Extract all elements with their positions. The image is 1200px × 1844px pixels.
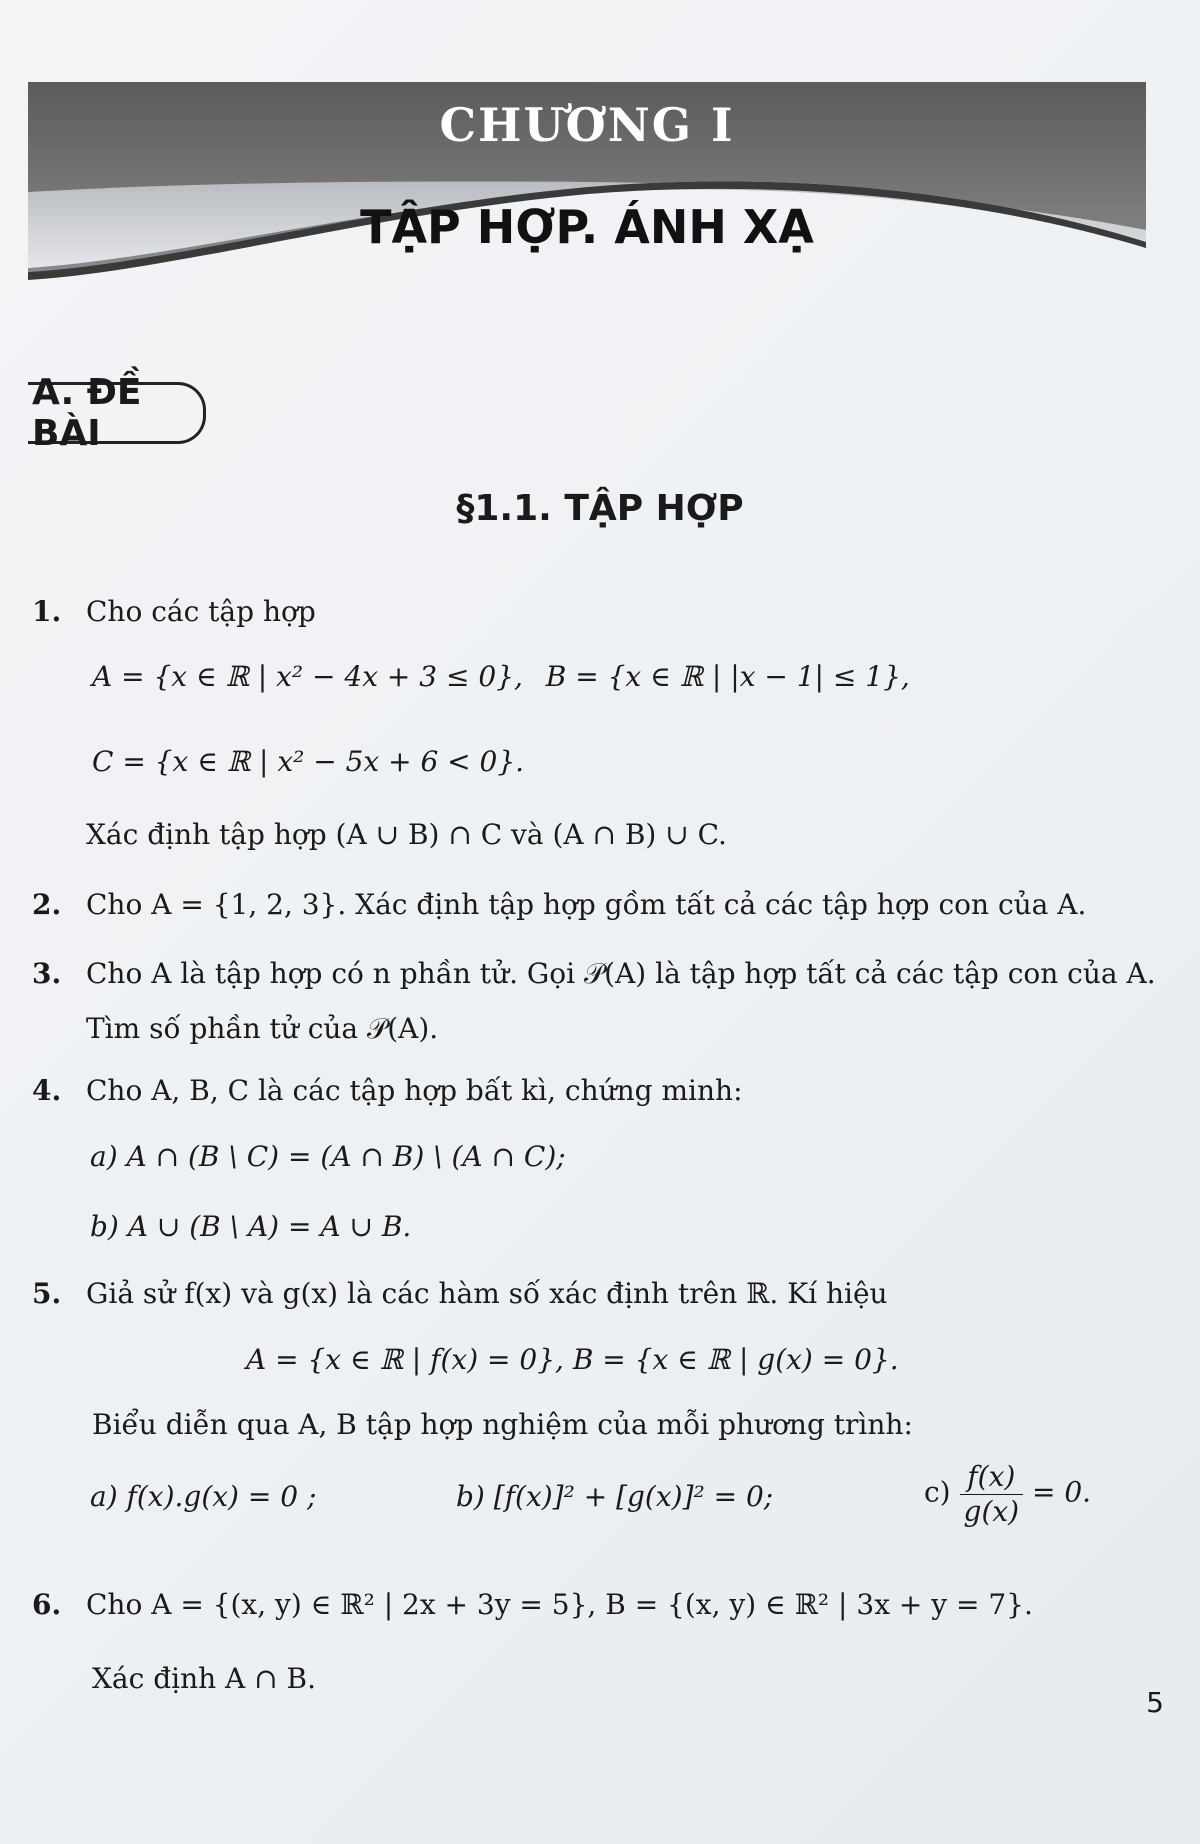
problem-5-part-b: [456, 1480, 773, 1514]
problem-6: [32, 1588, 1033, 1622]
problem-text: Cho các tập hợp: [86, 595, 316, 628]
part-b: b) [f(x)]² + [g(x)]² = 0;: [456, 1480, 774, 1513]
problem-5-part-a: [90, 1480, 316, 1514]
problem-number: 5.: [32, 1277, 62, 1310]
problem-text: Cho A = {1, 2, 3}. Xác định tập hợp gồm tất cả các tập hợp con của A.: [86, 888, 1087, 921]
part-a: a) A ∩ (B \ C) = (A ∩ B) \ (A ∩ C);: [90, 1140, 566, 1173]
problem-5: [32, 1277, 888, 1311]
problem-number: 3.: [32, 957, 62, 990]
chapter-title: TẬP HỢP. ÁNH XẠ: [360, 200, 814, 254]
chapter-label: CHƯƠNG I: [439, 98, 735, 152]
problem-3-line-2: [86, 1012, 438, 1046]
problem-number: 2.: [32, 888, 62, 921]
chapter-banner: [28, 82, 1146, 282]
section-label: A. ĐỀ BÀI: [32, 372, 142, 454]
problem-5-sets: [246, 1343, 899, 1377]
fraction-denominator: g(x): [963, 1494, 1020, 1528]
problem-task: Xác định A ∩ B.: [92, 1662, 317, 1695]
problem-number: 1.: [32, 595, 62, 628]
part-b: b) A ∪ (B \ A) = A ∪ B.: [90, 1210, 412, 1243]
problem-text: Cho A, B, C là các tập hợp bất kì, chứng minh:: [86, 1074, 743, 1107]
problem-4-part-b: [90, 1210, 411, 1244]
problem-1-set-c: [92, 745, 524, 779]
part-c-rest: = 0.: [1031, 1475, 1092, 1509]
problem-text: Tìm số phần tử của 𝒫(A).: [86, 1012, 439, 1045]
problem-task: Xác định tập hợp (A ∪ B) ∩ C và (A ∩ B) ∪ C.: [86, 818, 727, 851]
part-c-label: c): [924, 1475, 951, 1509]
fraction-numerator: f(x): [960, 1460, 1024, 1495]
problem-task: Biểu diễn qua A, B tập hợp nghiệm của mỗi phương trình:: [92, 1408, 913, 1441]
problem-1-task: [86, 818, 727, 852]
problem-text: Cho A = {(x, y) ∈ ℝ² | 2x + 3y = 5}, B = {(x, y) ∈ ℝ² | 3x + y = 7}.: [86, 1588, 1033, 1621]
problem-5-task: [92, 1408, 913, 1442]
part-a: a) f(x).g(x) = 0 ;: [90, 1480, 317, 1513]
problem-4-part-a: [90, 1140, 566, 1174]
section-label-box: [28, 372, 206, 454]
problem-1-set-a: [92, 660, 910, 694]
problem-3-line-1: [32, 957, 1156, 991]
page-number: 5: [1146, 1686, 1164, 1719]
set-c-definition: C = {x ∈ ℝ | x² − 5x + 6 < 0}.: [92, 745, 525, 778]
fraction: [960, 1460, 1024, 1528]
problem-2: [32, 888, 1086, 922]
problem-6-task: [92, 1662, 316, 1696]
problem-5-part-c: [924, 1460, 1091, 1528]
problem-1-intro: [32, 595, 316, 629]
subsection-title: §1.1. TẬP HỢP: [456, 488, 744, 529]
problem-4: [32, 1074, 743, 1108]
set-a-definition: A = {x ∈ ℝ | x² − 4x + 3 ≤ 0},: [92, 660, 523, 693]
problem-text: Giả sử f(x) và g(x) là các hàm số xác định trên ℝ. Kí hiệu: [86, 1277, 888, 1310]
set-b-definition: B = {x ∈ ℝ | |x − 1| ≤ 1},: [545, 660, 910, 693]
problem-text: Cho A là tập hợp có n phần tử. Gọi 𝒫(A) là tập hợp tất cả các tập con của A.: [86, 957, 1156, 990]
problem-number: 6.: [32, 1588, 62, 1621]
set-definitions: A = {x ∈ ℝ | f(x) = 0}, B = {x ∈ ℝ | g(x) = 0}.: [246, 1343, 899, 1376]
problem-number: 4.: [32, 1074, 62, 1107]
